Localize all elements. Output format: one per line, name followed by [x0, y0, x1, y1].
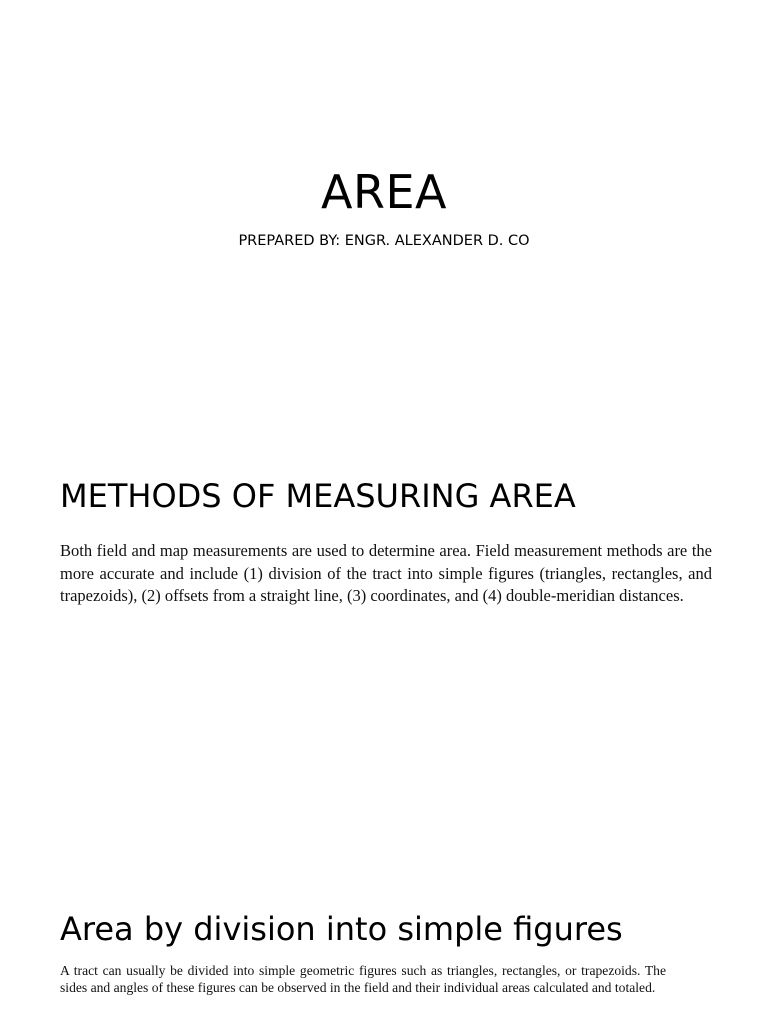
division-slide [0, 860, 768, 1024]
methods-heading: METHODS OF MEASURING AREA [60, 477, 576, 515]
methods-paragraph: Both field and map measurements are used to determine area. Field measurement methods are the more accurate and include (1) division of the tract into simple figures (triangles, rectangles, and trapezoids), (2) offsets from a straight line, (3) coordinates, and (4) double-meridian distances. [60, 541, 712, 605]
author-line: PREPARED BY: ENGR. ALEXANDER D. CO [238, 233, 530, 249]
methods-slide [0, 430, 768, 860]
title-slide [0, 0, 768, 430]
division-heading: Area by division into simple figures [60, 910, 623, 948]
document-title: AREA [321, 165, 447, 219]
division-paragraph: A tract can usually be divided into simple geometric figures such as triangles, rectangles, or trapezoids. The sides and angles of these figures can be observed in the field and their individual areas calculated and totaled. [60, 963, 666, 995]
